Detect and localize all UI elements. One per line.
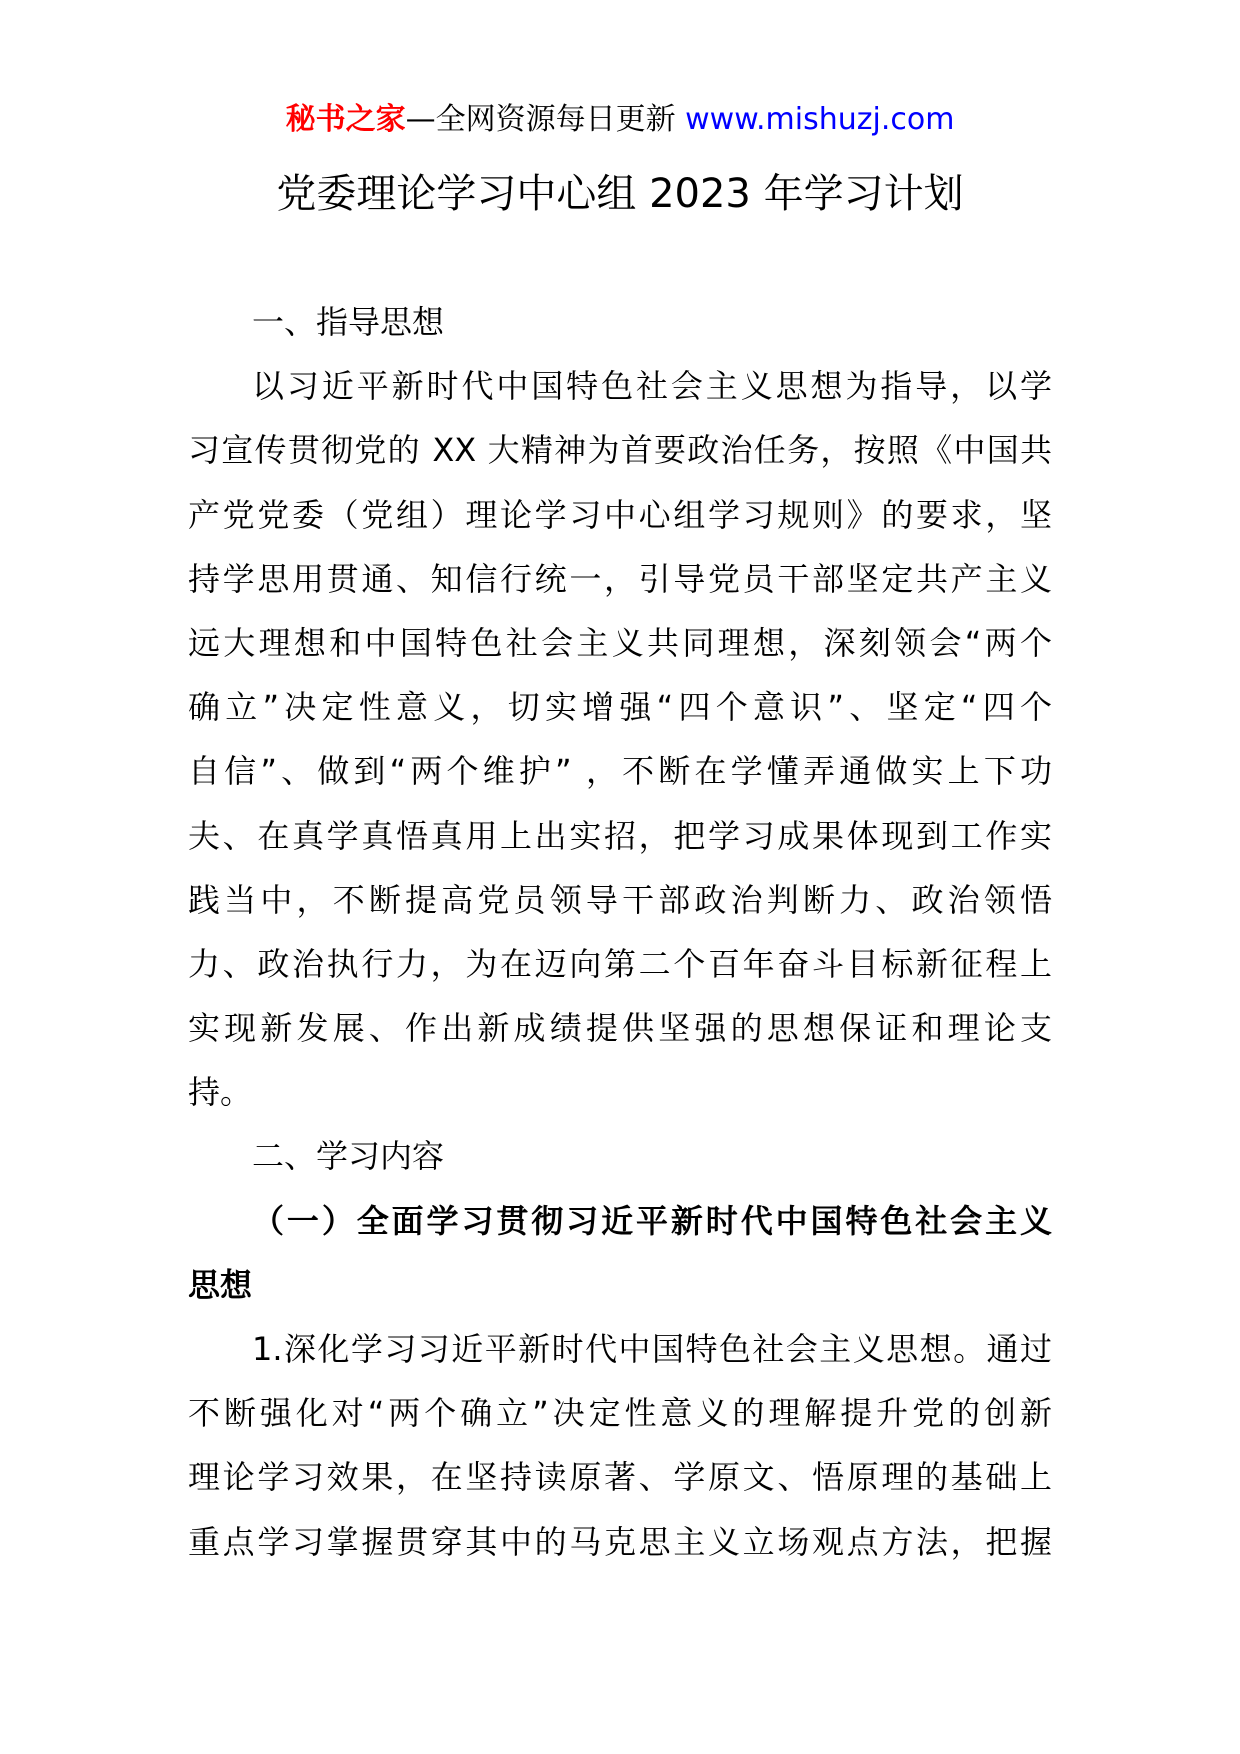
document-body: [188, 290, 1052, 1574]
site-slogan: —全网资源每日更新: [405, 102, 686, 137]
document-title: 党委理论学习中心组 2023 年学习计划: [276, 171, 964, 217]
subsection-heading: 思想: [188, 1265, 253, 1304]
paragraph-line: 理论学习效果，在坚持读原著、学原文、悟原理的基础上: [188, 1458, 1052, 1497]
paragraph-line: 远大理想和中国特色社会主义共同理想，深刻领会“两个: [188, 623, 1052, 662]
paragraph-line: 持。: [188, 1073, 253, 1112]
paragraph-line: 产党党委（党组）理论学习中心组学习规则》的要求，坚: [188, 495, 1052, 534]
paragraph-line: 1.深化学习习近平新时代中国特色社会主义思想。通过: [252, 1330, 1052, 1368]
paragraph-line: 确立”决定性意义，切实增强“四个意识”、坚定“四个: [188, 688, 1052, 727]
paragraph-line: 夫、在真学真悟真用上出实招，把学习成果体现到工作实: [188, 816, 1052, 855]
paragraph-line: 不断强化对“两个确立”决定性意义的理解提升党的创新: [188, 1394, 1052, 1433]
paragraph-line: 习宣传贯彻党的 XX 大精神为首要政治任务，按照《中国共: [188, 431, 1052, 470]
section-heading-guiding-thought: 一、指导思想: [252, 303, 445, 341]
paragraph-line: 重点学习掌握贯穿其中的马克思主义立场观点方法，把握: [188, 1522, 1052, 1561]
site-name: 秘书之家: [285, 102, 406, 137]
paragraph-line: 力、政治执行力，为在迈向第二个百年奋斗目标新征程上: [188, 944, 1052, 983]
subsection-heading: （一）全面学习贯彻习近平新时代中国特色社会主义: [252, 1201, 1052, 1240]
paragraph-line: 自信”、做到“两个维护” ，不断在学懂弄通做实上下功: [188, 752, 1052, 791]
paragraph-line: 持学思用贯通、知信行统一，引导党员干部坚定共产主义: [188, 559, 1052, 598]
paragraph-line: 实现新发展、作出新成绩提供坚强的思想保证和理论支: [188, 1009, 1052, 1048]
paragraph-line: 以习近平新时代中国特色社会主义思想为指导，以学: [252, 367, 1052, 406]
site-banner: [0, 100, 1240, 140]
section-heading-study-content: 二、学习内容: [252, 1137, 445, 1176]
paragraph-line: 践当中，不断提高党员领导干部政治判断力、政治领悟: [188, 880, 1052, 919]
site-url-link[interactable]: www.mishuzj.com: [685, 102, 955, 137]
